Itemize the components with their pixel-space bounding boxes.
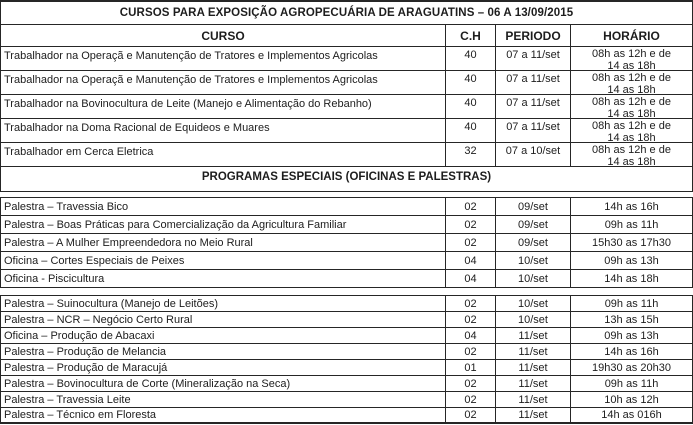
curso-cell: Palestra – Produção de Melancia [1,344,446,359]
column-header-ch: C.H [446,25,496,46]
horario-cell: 09h as 11h [604,377,659,390]
curso-cell: Trabalhador na Operaçã e Manutenção de Tratores e Implementos Agricolas [1,71,446,94]
periodo-cell: 07 a 11/set [496,119,571,142]
table-header-row [0,24,693,47]
horario-cell: 14h as 16h [604,200,659,213]
table-row [0,269,693,288]
column-header-curso: CURSO [1,25,446,46]
table-row [0,197,693,216]
table-row [0,233,693,252]
periodo-cell: 09/set [496,216,571,233]
horario-line1: 08h as 12h e de [592,72,671,84]
ch-cell: 40 [446,119,496,142]
ch-cell: 02 [446,312,496,327]
periodo-cell: 10/set [496,252,571,269]
horario-line2: 14 as 18h [607,59,656,70]
table-row [0,327,693,344]
ch-cell: 02 [446,408,496,422]
horario-cell: 09h as 11h [604,297,659,310]
section-header: PROGRAMAS ESPECIAIS (OFICINAS E PALESTRAS) [0,166,693,192]
periodo-cell: 10/set [496,270,571,287]
ch-cell: 04 [446,252,496,269]
ch-cell: 40 [446,47,496,70]
curso-cell: Palestra – Bovinocultura de Corte (Mineralização na Seca) [1,376,446,391]
ch-cell: 02 [446,296,496,311]
table-row [0,94,693,119]
table-row [0,359,693,376]
table-row [0,343,693,360]
curso-cell: Palestra – Travessia Bico [1,198,446,215]
horario-line1: 08h as 12h e de [592,144,671,156]
periodo-cell: 11/set [496,408,571,422]
column-header-periodo: PERIODO [496,25,571,46]
horario-cell [571,95,692,118]
ch-cell: 40 [446,95,496,118]
table-row [0,391,693,408]
curso-cell: Trabalhador em Cerca Eletrica [1,143,446,166]
table-title: CURSOS PARA EXPOSIÇÃO AGROPECUÁRIA DE ARAGUATINS – 06 A 13/09/2015 [0,0,693,25]
ch-cell: 02 [446,376,496,391]
horario-cell: 09h as 11h [604,218,659,231]
curso-cell: Trabalhador na Doma Racional de Equideos e Muares [1,119,446,142]
curso-cell: Trabalhador na Operaçã e Manutenção de Tratores e Implementos Agricolas [1,47,446,70]
table-row [0,70,693,95]
horario-cell: 13h as 15h [604,313,659,326]
horario-cell [571,143,692,166]
curso-cell: Trabalhador na Bovinocultura de Leite (Manejo e Alimentação do Rebanho) [1,95,446,118]
horario-line2: 14 as 18h [607,107,656,118]
table-row [0,118,693,143]
ch-cell: 02 [446,216,496,233]
curso-cell: Palestra – A Mulher Empreendedora no Meio Rural [1,234,446,251]
horario-cell: 14h as 16h [604,345,659,358]
ch-cell: 04 [446,270,496,287]
curso-cell: Oficina - Piscicultura [1,270,446,287]
ch-cell: 02 [446,198,496,215]
periodo-cell: 07 a 10/set [496,143,571,166]
table-row [0,375,693,392]
table-row [0,251,693,270]
horario-cell [571,71,692,94]
periodo-cell: 11/set [496,344,571,359]
horario-line2: 14 as 18h [607,131,656,142]
horario-line2: 14 as 18h [607,83,656,94]
periodo-cell: 07 a 11/set [496,95,571,118]
row-gap [0,288,693,295]
ch-cell: 01 [446,360,496,375]
curso-cell: Oficina – Cortes Especiais de Peixes [1,252,446,269]
periodo-cell: 10/set [496,296,571,311]
horario-line1: 08h as 12h e de [592,48,671,60]
curso-cell: Palestra – Travessia Leite [1,392,446,407]
curso-cell: Palestra – Produção de Maracujá [1,360,446,375]
periodo-cell: 07 a 11/set [496,47,571,70]
horario-cell [571,119,692,142]
ch-cell: 02 [446,392,496,407]
periodo-cell: 11/set [496,392,571,407]
periodo-cell: 09/set [496,234,571,251]
horario-cell: 19h30 as 20h30 [592,361,671,374]
ch-cell: 04 [446,328,496,343]
curso-cell: Oficina – Produção de Abacaxi [1,328,446,343]
table-row [0,407,693,424]
table-row [0,46,693,71]
ch-cell: 02 [446,344,496,359]
horario-cell: 15h30 as 17h30 [592,236,671,249]
ch-cell: 02 [446,234,496,251]
horario-cell: 14h as 18h [604,272,659,285]
table-row [0,142,693,167]
periodo-cell: 11/set [496,328,571,343]
curso-cell: Palestra – Suinocultura (Manejo de Leitões) [1,296,446,311]
ch-cell: 40 [446,71,496,94]
periodo-cell: 11/set [496,376,571,391]
periodo-cell: 09/set [496,198,571,215]
horario-cell [571,47,692,70]
table-row [0,295,693,312]
periodo-cell: 07 a 11/set [496,71,571,94]
curso-cell: Palestra – Técnico em Floresta [1,408,446,422]
ch-cell: 32 [446,143,496,166]
horario-line1: 08h as 12h e de [592,120,671,132]
periodo-cell: 10/set [496,312,571,327]
periodo-cell: 11/set [496,360,571,375]
curso-cell: Palestra – NCR – Negócio Certo Rural [1,312,446,327]
horario-cell: 10h as 12h [604,393,659,406]
horario-line2: 14 as 18h [607,155,656,166]
horario-cell: 14h as 016h [601,409,662,421]
column-header-horario: HORÁRIO [603,28,660,43]
curso-cell: Palestra – Boas Práticas para Comercialização da Agricultura Familiar [1,216,446,233]
horario-cell: 09h as 13h [604,254,659,267]
horario-cell: 09h as 13h [604,329,659,342]
table-row [0,215,693,234]
table-row [0,311,693,328]
horario-line1: 08h as 12h e de [592,96,671,108]
